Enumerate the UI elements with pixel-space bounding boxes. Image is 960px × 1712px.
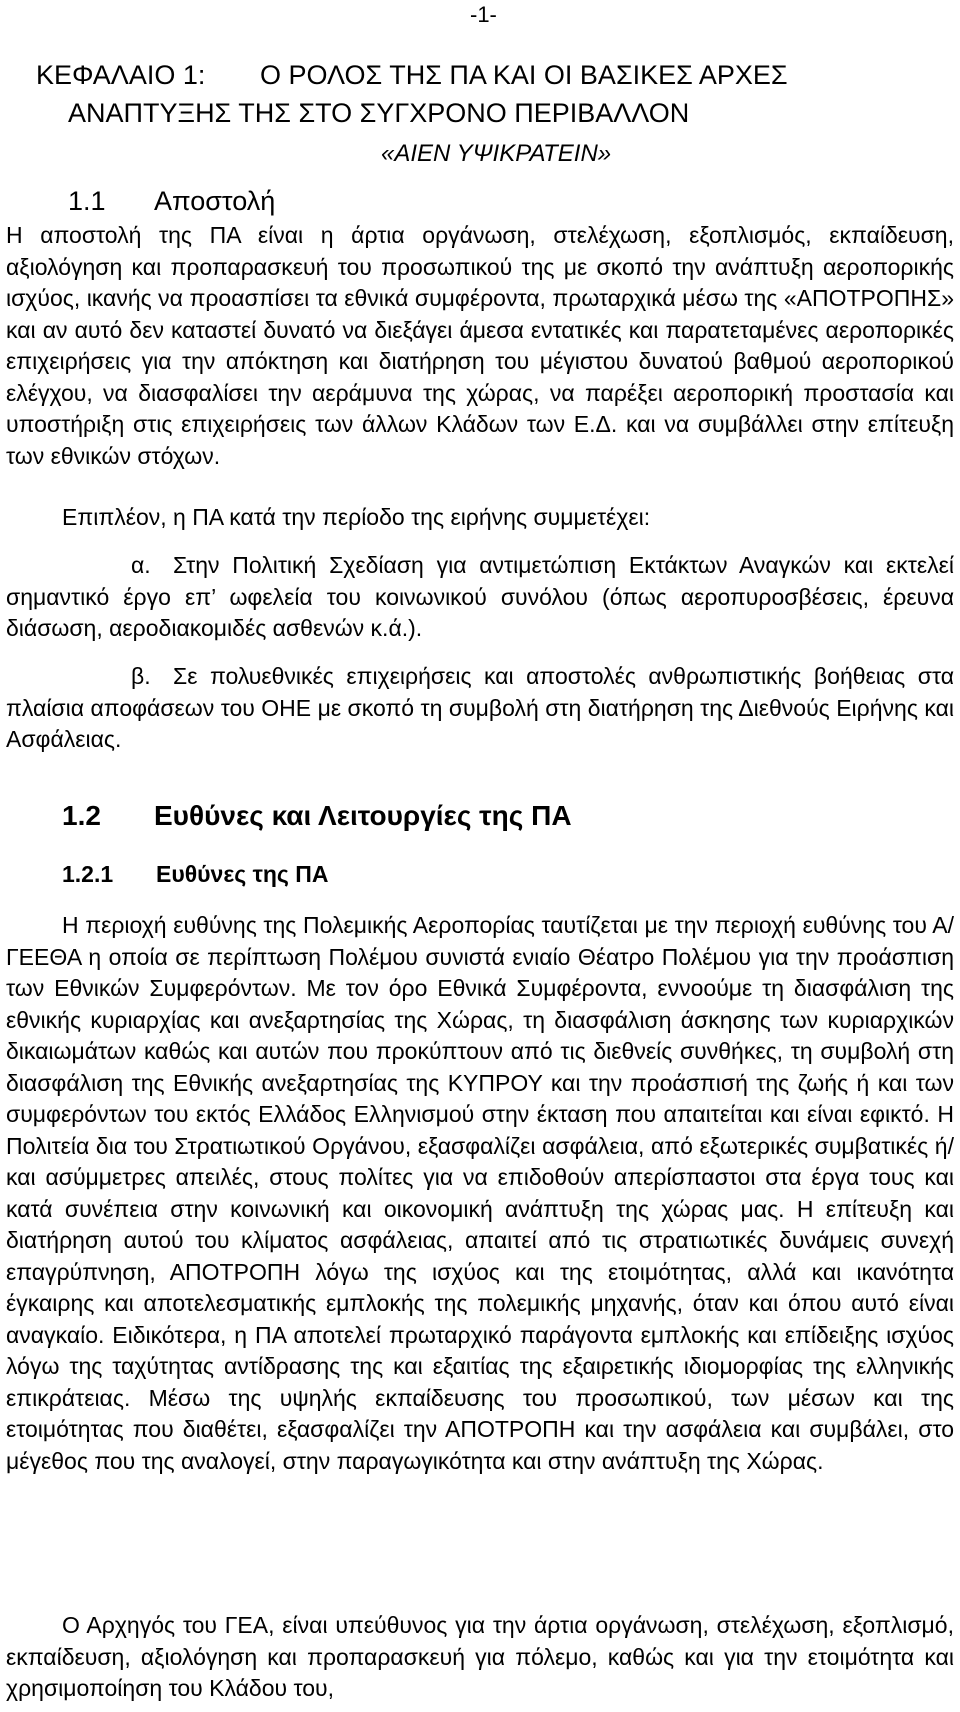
section-number: 1.2	[62, 800, 101, 831]
section-title: Ευθύνες και Λειτουργίες της ΠΑ	[154, 800, 572, 831]
list-item-b-text: Σε πολυεθνικές επιχειρήσεις και αποστολές ανθρωπιστικής βοήθειας στα πλαίσια αποφάσεων του ΟΗΕ με σκοπό τη συμβολή στη διατήρηση της Διεθνούς Ειρήνης και Ασφάλειας.	[6, 663, 954, 752]
chapter-title-line2: ΑΝΑΠΤΥΞΗΣ ΤΗΣ ΣΤΟ ΣΥΓΧΡΟΝΟ ΠΕΡΙΒΑΛΛΟΝ	[68, 98, 690, 128]
list-item-a	[6, 550, 954, 645]
subsection-number: 1.2.1	[62, 861, 114, 887]
list-item-b	[6, 661, 954, 756]
section-number: 1.1	[68, 186, 106, 216]
chapter-heading	[36, 56, 936, 132]
section-title: Αποστολή	[154, 186, 276, 216]
section-heading-responsibilities	[62, 798, 572, 834]
chapter-title-line1: Ο ΡΟΛΟΣ ΤΗΣ ΠΑ ΚΑΙ ΟΙ ΒΑΣΙΚΕΣ ΑΡΧΕΣ	[260, 60, 788, 90]
section-heading-mission	[68, 184, 275, 218]
subsection-title: Ευθύνες της ΠΑ	[156, 861, 329, 887]
chapter-number: ΚΕΦΑΛΑΙΟ 1:	[36, 60, 206, 90]
list-item-a-label: α.	[131, 552, 151, 578]
motto: «ΑΙΕΝ ΥΨΙΚΡΑΤΕΙΝ»	[381, 140, 612, 167]
mission-paragraph: Η αποστολή της ΠΑ είναι η άρτια οργάνωση, στελέχωση, εξοπλισμός, εκπαίδευση, αξιολόγηση και προπαρασκευή του προσωπικού της με σκοπό την ανάπτυξη αεροπορικής ισχύος, ικανής να προασπίσει τα εθνικά συμφέροντα, πρωταρχικά μέσω της «ΑΠΟΤΡΟΠΗΣ» και αν αυτό δεν καταστεί δυνατό να διεξάγει άμεσα εντατικές και παρατεταμένες αεροπορικές επιχειρήσεις για την απόκτηση και διατήρηση του μέγιστου δυνατού βαθμού αεροπορικού ελέγχου, να διασφαλίσει την αεράμυνα της χώρας, να παρέξει αεροπορική προστασία και υποστήριξη στις επιχειρήσεις των άλλων Κλάδων των Ε.Δ. και να συμβάλλει στην επίτευξη των εθνικών στόχων.	[6, 222, 954, 469]
chief-paragraph: Ο Αρχηγός του ΓΕΑ, είναι υπεύθυνος για την άρτια οργάνωση, στελέχωση, εξοπλισμό, εκπαίδευση, αξιολόγηση και προπαρασκευή για πόλεμο, καθώς και για την ετοιμότητα και χρησιμοποίηση του Κλάδου του,	[6, 1612, 954, 1701]
responsibilities-paragraph: Η περιοχή ευθύνης της Πολεμικής Αεροπορίας ταυτίζεται με την περιοχή ευθύνης του Α/ΓΕΕΘΑ η οποία σε περίπτωση Πολέμου συνιστά ενιαίο Θέατρο Πολέμου για την προάσπιση των Εθνικών Συμφερόντων. Με τον όρο Εθνικά Συμφέροντα, εννοούμε τη διασφάλιση της εθνικής κυριαρχίας και ανεξαρτησίας της Χώρας, τη διασφάλιση άσκησης των κυριαρχικών δικαιωμάτων καθώς και αυτών που προκύπτουν από τις διεθνείς συνθήκες, τη συμβολή στη διασφάλιση της Εθνικής ανεξαρτησίας της ΚΥΠΡΟΥ και την προάσπισή της ζωής ή και των συμφερόντων του εκτός Ελλάδος Ελληνισμού στην έκταση που απαιτείται και είναι εφικτό. Η Πολιτεία δια του Στρατιωτικού Οργάνου, εξασφαλίζει ασφάλεια, από εξωτερικές συμβατικές ή/και ασύμμετρες απειλές, στους πολίτες για να επιδοθούν απερίσπαστοι στα έργα τους και κατά συνέπεια στην κοινωνική και οικονομική ανάπτυξη της χώρας μας. Η επίτευξη και διατήρηση αυτού του κλίματος ασφάλειας, απαιτεί από τις στρατιωτικές δυνάμεις συνεχή επαγρύπνηση, ΑΠΟΤΡΟΠΗ λόγω της ισχύος και της ετοιμότητας, αλλά και ικανότητα έγκαιρης και αποτελεσματικής εμπλοκής της πολεμικής μηχανής, όταν και όπου αυτό είναι αναγκαίο. Ειδικότερα, η ΠΑ αποτελεί πρωταρχικό παράγοντα εμπλοκής και επίδειξης ισχύος λόγω της ταχύτητας αντίδρασης της και εξαιτίας της εξαιρετικής ιδιομορφίας της ελληνικής επικράτειας. Μέσω της υψηλής εκπαίδευσης του προσωπικού, των μέσων και της ετοιμότητας που διαθέτει, εξασφαλίζει την ΑΠΟΤΡΟΠΗ και την ασφάλεια και συμβάλει, στο μέγεθος που της αναλογεί, στην παραγωγικότητα και στην ανάπτυξη της Χώρας.	[6, 912, 954, 1474]
list-item-b-label: β.	[131, 663, 151, 689]
peacetime-intro: Επιπλέον, η ΠΑ κατά την περίοδο της ειρήνης συμμετέχει:	[62, 504, 651, 530]
subsection-heading	[62, 858, 329, 890]
page-number: -1-	[470, 2, 497, 27]
list-item-a-text: Στην Πολιτική Σχεδίαση για αντιμετώπιση Εκτάκτων Αναγκών και εκτελεί σημαντικό έργο επ’ ωφελεία του κοινωνικού συνόλου (όπως αεροπυροσβέσεις, έρευνα διάσωση, αεροδιακομιδές ασθενών κ.ά.).	[6, 552, 954, 641]
